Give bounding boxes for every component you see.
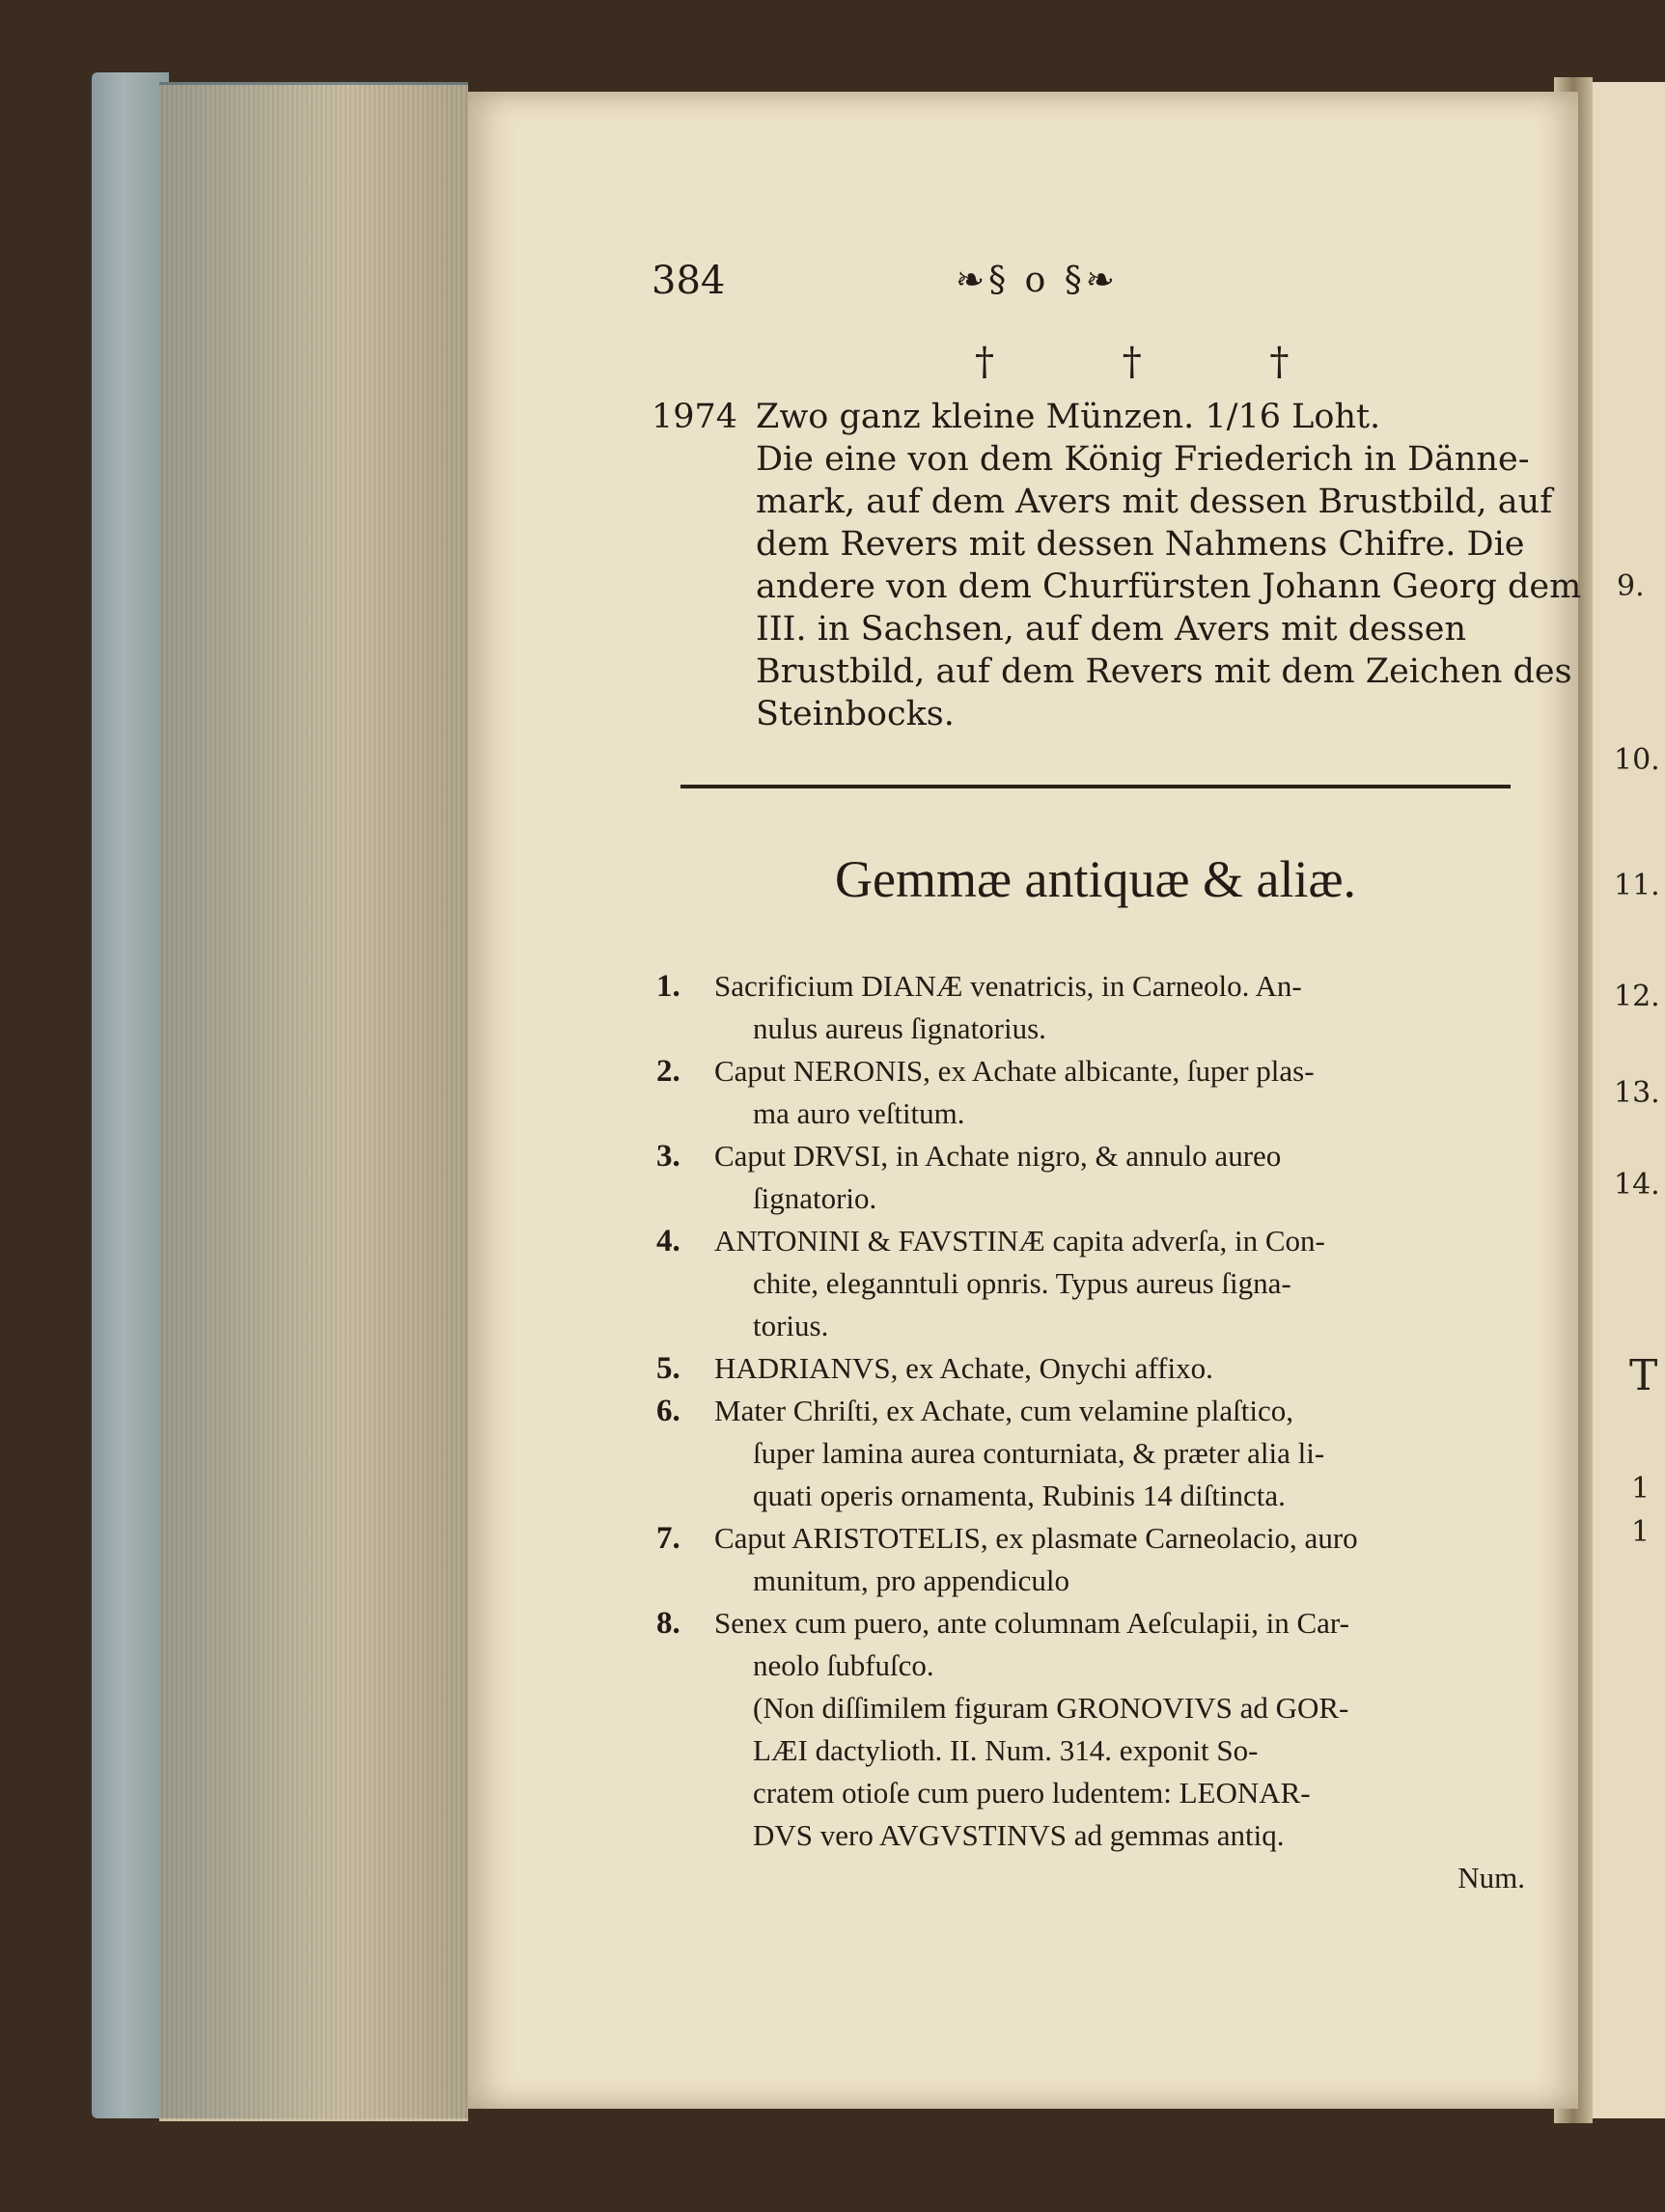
entry-line: Brustbild, auf dem Revers mit dem Zeichen des <box>756 652 1572 691</box>
item-line: HADRIANVS, ex Achate, Onychi affixo. <box>714 1351 1213 1385</box>
item-number: 1. <box>656 969 680 1004</box>
item-line: ſignatorio. <box>753 1181 877 1215</box>
facing-number: 9. <box>1617 569 1645 603</box>
entry-line: Die eine von dem König Friederich in Dänne- <box>756 440 1530 479</box>
item-number: 3. <box>656 1139 680 1174</box>
cross-ornaments: † † † <box>975 340 1347 384</box>
item-line: Caput DRVSI, in Achate nigro, & annulo aureo <box>714 1139 1282 1173</box>
page-number: 384 <box>652 259 726 303</box>
page-header <box>652 259 1211 307</box>
entry-line: III. in Sachsen, auf dem Avers mit dessen <box>756 610 1466 649</box>
facing-number: 1 <box>1631 1472 1651 1506</box>
facing-number: 11. <box>1614 869 1660 902</box>
list-item <box>656 1602 1525 1899</box>
item-line: cratem otioſe cum puero ludentem: LEONAR- <box>753 1776 1311 1810</box>
section-divider <box>680 785 1511 788</box>
facing-number: 13. <box>1614 1076 1660 1110</box>
entry-line: Zwo ganz kleine Münzen. 1/16 Loht. <box>756 398 1381 436</box>
item-line: munitum, pro appendiculo <box>753 1563 1070 1597</box>
item-number: 5. <box>656 1351 680 1386</box>
item-line: DVS vero AVGVSTINVS ad gemmas antiq. <box>753 1818 1285 1852</box>
item-line: (Non diſſimilem figuram GRONOVIVS ad GOR- <box>753 1691 1349 1725</box>
facing-number: 10. <box>1614 743 1660 777</box>
item-line: Mater Chriſti, ex Achate, cum velamine plaſtico, <box>714 1394 1294 1427</box>
gem-list <box>656 965 1525 1899</box>
item-line: ANTONINI & FAVSTINÆ capita adverſa, in Con- <box>714 1224 1325 1258</box>
item-number: 2. <box>656 1054 680 1089</box>
page-edges-shade <box>159 82 468 2118</box>
facing-number: 1 <box>1631 1515 1651 1549</box>
item-line: neolo ſubfuſco. <box>753 1648 934 1682</box>
entry-line: andere von dem Churfürsten Johann Georg dem <box>756 567 1582 606</box>
book-cover <box>92 72 169 2118</box>
list-item <box>656 1517 1525 1602</box>
entry-number: 1974 <box>652 398 738 436</box>
item-number: 7. <box>656 1521 680 1556</box>
item-line: chite, eleganntuli opnris. Typus aureus ſigna- <box>753 1266 1291 1300</box>
entry-1974-first-line <box>652 396 1520 438</box>
item-line: Sacrificium DIANÆ venatricis, in Carneolo. An- <box>714 969 1302 1003</box>
entry-line: Steinbocks. <box>756 695 955 733</box>
list-item <box>656 1347 1525 1390</box>
item-line: Senex cum puero, ante columnam Aeſculapii, in Car- <box>714 1606 1349 1640</box>
facing-letter: T <box>1629 1351 1658 1400</box>
facing-number: 14. <box>1614 1168 1660 1202</box>
item-number: 6. <box>656 1394 680 1428</box>
item-line: torius. <box>753 1309 829 1342</box>
entry-1974 <box>652 396 1582 735</box>
item-line: ſuper lamina aurea conturniata, & præter alia li- <box>753 1436 1325 1470</box>
header-ornament: ❧§ o §❧ <box>956 261 1119 300</box>
item-line: LÆI dactylioth. II. Num. 314. exponit So- <box>753 1733 1259 1767</box>
catchword: Num. <box>1457 1861 1525 1894</box>
item-line: Caput ARISTOTELIS, ex plasmate Carneolacio, auro <box>714 1521 1358 1555</box>
facing-number: 12. <box>1614 980 1660 1013</box>
entry-line: mark, auf dem Avers mit dessen Brustbild, auf <box>756 483 1553 521</box>
item-line: quati operis ornamenta, Rubinis 14 diſtincta. <box>753 1479 1286 1512</box>
item-line: Caput NERONIS, ex Achate albicante, ſuper plas- <box>714 1054 1315 1088</box>
item-line: ma auro veſtitum. <box>753 1096 965 1130</box>
entry-line: dem Revers mit dessen Nahmens Chifre. Die <box>756 525 1525 564</box>
list-item <box>656 1220 1525 1347</box>
list-item <box>656 1135 1525 1220</box>
item-number: 8. <box>656 1606 680 1641</box>
facing-page <box>1593 82 1665 2118</box>
list-item <box>656 965 1525 1050</box>
list-item <box>656 1390 1525 1517</box>
item-line: nulus aureus ſignatorius. <box>753 1011 1046 1045</box>
section-title: Gemmæ antiquæ & aliæ. <box>835 850 1356 908</box>
list-item <box>656 1050 1525 1135</box>
item-number: 4. <box>656 1224 680 1258</box>
